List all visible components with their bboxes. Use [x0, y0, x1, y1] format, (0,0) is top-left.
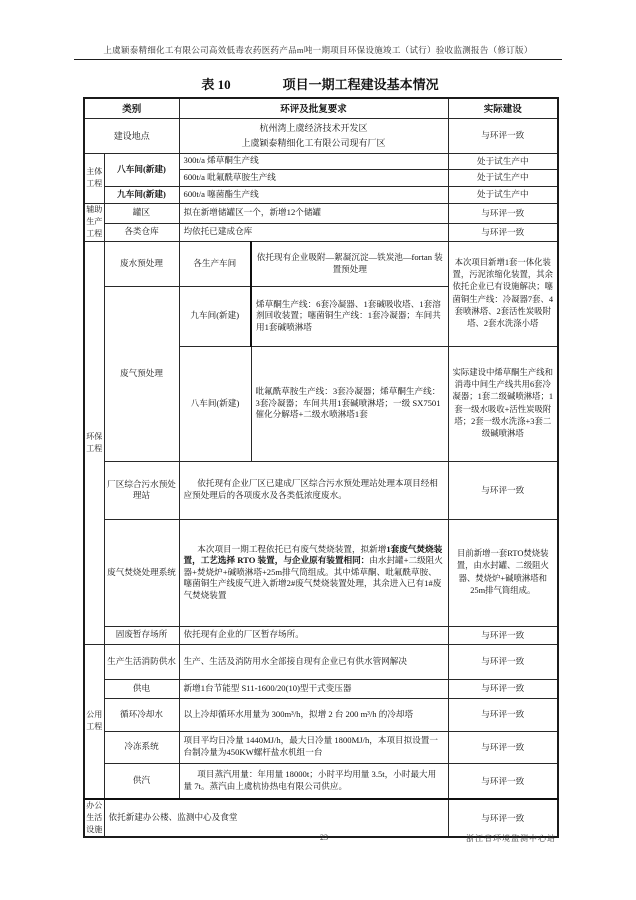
cooling-water-label: 循环冷却水	[104, 698, 179, 731]
gas-pretreat-label: 废气预处理	[104, 286, 179, 461]
water-supply-req: 生产、生活及消防用水全部接自现有企业已有供水管网解决	[179, 644, 448, 679]
gas-pretreat-w8-req: 吡氟酰草胺生产线：3套冷凝器；烯草酮生产线：3套冷凝器；车间共用1套碱喷淋塔；一级 SX7501 催化分解塔+二级水喷淋塔1套	[251, 346, 448, 461]
group-env-project: 环保工程	[84, 241, 104, 644]
header-category: 类别	[84, 98, 179, 118]
rto-req-post: 由水封罐+二级阻火器+焚烧炉+碱喷淋塔+25m排气筒组成。其中烯草酮、吡氟酰草胺、噻菌铜生产线废气进入新增2#废气焚烧装置处理，其余进入已有1#废气焚烧装置	[183, 555, 443, 600]
solid-waste-label: 固废暂存场所	[104, 626, 179, 644]
steam-supply-req: 项目蒸汽用量：年用量 18000t；小时平均用量 3.5t，小时最大用量 7t。蒸汽由上虞杭协热电有限公司供应。	[179, 763, 448, 799]
table-row	[84, 186, 558, 203]
table-row	[84, 223, 558, 241]
table-row	[84, 799, 558, 837]
cooling-water-actual: 与环评一致	[448, 698, 558, 731]
power-supply-label: 供电	[104, 679, 179, 698]
steam-supply-actual: 与环评一致	[448, 763, 558, 799]
tank-area-label: 罐区	[104, 203, 179, 223]
steam-supply-label: 供汽	[104, 763, 179, 799]
warehouse-req: 均依托已建成仓库	[179, 223, 448, 241]
chiller-system-label: 冷冻系统	[104, 731, 179, 763]
table-row	[84, 731, 558, 763]
rto-system-label: 废气焚烧处理系统	[104, 519, 179, 626]
rto-system-req	[179, 519, 448, 626]
sewage-station-req: 依托现有企业厂区已建成厂区综合污水预处理站处理本项目经相应预处理后的各项废水及各类低浓度废水。	[179, 461, 448, 519]
main-line1-req: 300t/a 烯草酮生产线	[179, 153, 448, 169]
rto-system-actual: 目前新增一套RTO焚烧装置，由水封罐、二级阻火器、焚烧炉+碱喷淋塔和25m排气筒组成。	[448, 519, 558, 626]
table-header-row	[84, 98, 558, 118]
group-office-facility: 办公生活设施	[84, 799, 104, 837]
location-actual: 与环评一致	[448, 118, 558, 153]
document-header-line: 上虞颖泰精细化工有限公司高效低毒农药医药产品m吨一期项目环保设施竣工（试行）验收监测报告（修订版）	[74, 44, 562, 60]
table-row	[84, 461, 558, 519]
gas-pretreat-w8-label: 八车间(新建)	[179, 346, 251, 461]
group-utility-project: 公用工程	[84, 644, 104, 799]
table-row	[84, 519, 558, 626]
chiller-system-actual: 与环评一致	[448, 731, 558, 763]
office-facility-req: 依托新建办公楼、监测中心及食堂	[104, 799, 448, 837]
table-row	[84, 241, 558, 286]
wastewater-req: 依托现有企业吸附—絮凝沉淀—铁炭池—fortan 装置预处理	[251, 241, 448, 286]
tank-area-actual: 与环评一致	[448, 203, 558, 223]
header-actual: 实际建设	[448, 98, 558, 118]
workshop8-label: 八车间(新建)	[104, 153, 179, 186]
water-supply-actual: 与环评一致	[448, 644, 558, 679]
sewage-station-label: 厂区综合污水预处理站	[104, 461, 179, 519]
location-line2: 上虞颖泰精细化工有限公司现有厂区	[241, 137, 386, 148]
project-construction-table	[83, 97, 559, 838]
power-supply-actual: 与环评一致	[448, 679, 558, 698]
gas-pretreat-w9-req: 烯草酮生产线：6套冷凝器、1套碱吸收塔、1套溶剂回收装置；噻菌铜生产线：1套冷凝器；车间共用1套碱喷淋塔	[251, 286, 448, 346]
tank-area-req: 拟在新增储罐区一个，新增12个储罐	[179, 203, 448, 223]
location-label: 建设地点	[84, 118, 179, 153]
table-row	[84, 763, 558, 799]
table-row	[84, 644, 558, 679]
table-title: 项目一期工程建设基本情况	[282, 77, 439, 92]
main-line2-actual: 处于试生产中	[448, 169, 558, 186]
chiller-system-req: 项目平均日冷量 1440MJ/h，最大日冷量 1800MJ/h，本项目拟设置一台制冷量为450KW螺杆盐水机组一台	[179, 731, 448, 763]
cooling-water-req: 以上冷却循环水用量为 300m³/h，拟增 2 台 200 m³/h 的冷却塔	[179, 698, 448, 731]
rto-req-pre: 本次项目一期工程依托已有废气焚烧装置，拟新增	[197, 543, 387, 554]
table-row	[84, 679, 558, 698]
warehouse-label: 各类仓库	[104, 223, 179, 241]
location-requirement	[179, 118, 448, 153]
office-facility-actual: 与环评一致	[448, 799, 558, 837]
water-supply-label: 生产生活消防供水	[104, 644, 179, 679]
table-row	[84, 626, 558, 644]
solid-waste-actual: 与环评一致	[448, 626, 558, 644]
page-number: 23	[320, 833, 328, 842]
warehouse-actual: 与环评一致	[448, 223, 558, 241]
main-line3-actual: 处于试生产中	[448, 186, 558, 203]
table-row	[84, 203, 558, 223]
wastewater-actual-merged: 本次项目新增1套一体化装置，污泥浓缩化装置，其余依托企业已有设施解决；噻菌铜生产线：冷凝器7套、4套喷淋塔、2套活性炭吸附塔、2套水洗涤小塔	[448, 241, 558, 346]
gas-pretreat-w8-actual: 实际建设中烯草酮生产线和消毒中间生产线共用6套冷凝器；1套二级碱喷淋塔；1套一级水吸收+活性炭吸附塔；2套一级水洗涤+3套二级碱喷淋塔	[448, 346, 558, 461]
table-number: 表 10	[201, 77, 231, 92]
table-row	[84, 698, 558, 731]
gas-pretreat-w9-label: 九车间(新建)	[179, 286, 251, 346]
main-line3-req: 600t/a 噻菌酯生产线	[179, 186, 448, 203]
sewage-station-actual: 与环评一致	[448, 461, 558, 519]
solid-waste-req: 依托现有企业的厂区暂存场所。	[179, 626, 448, 644]
rto-req-bold: 1套废气焚烧装置，工艺选择 RTO 装置，与企业原有装置相同：	[183, 543, 443, 566]
location-line1: 杭州湾上虞经济技术开发区	[259, 123, 368, 134]
wastewater-pretreat-label: 废水预处理	[104, 241, 179, 286]
table-row	[84, 118, 558, 153]
power-supply-req: 新增1台节能型 S11-1600/20(10)型干式变压器	[179, 679, 448, 698]
table-title-row	[83, 74, 557, 93]
footer-organization: 浙江省环境监测中心站	[466, 834, 556, 843]
table-row	[84, 153, 558, 169]
wastewater-sub-label: 各生产车间	[179, 241, 251, 286]
group-main-project: 主体工程	[84, 153, 104, 203]
header-requirement: 环评及批复要求	[179, 98, 448, 118]
main-line2-req: 600t/a 吡氟酰草胺生产线	[179, 169, 448, 186]
main-line1-actual: 处于试生产中	[448, 153, 558, 169]
workshop9-label: 九车间(新建)	[104, 186, 179, 203]
group-aux-project: 辅助生产工程	[84, 203, 104, 241]
